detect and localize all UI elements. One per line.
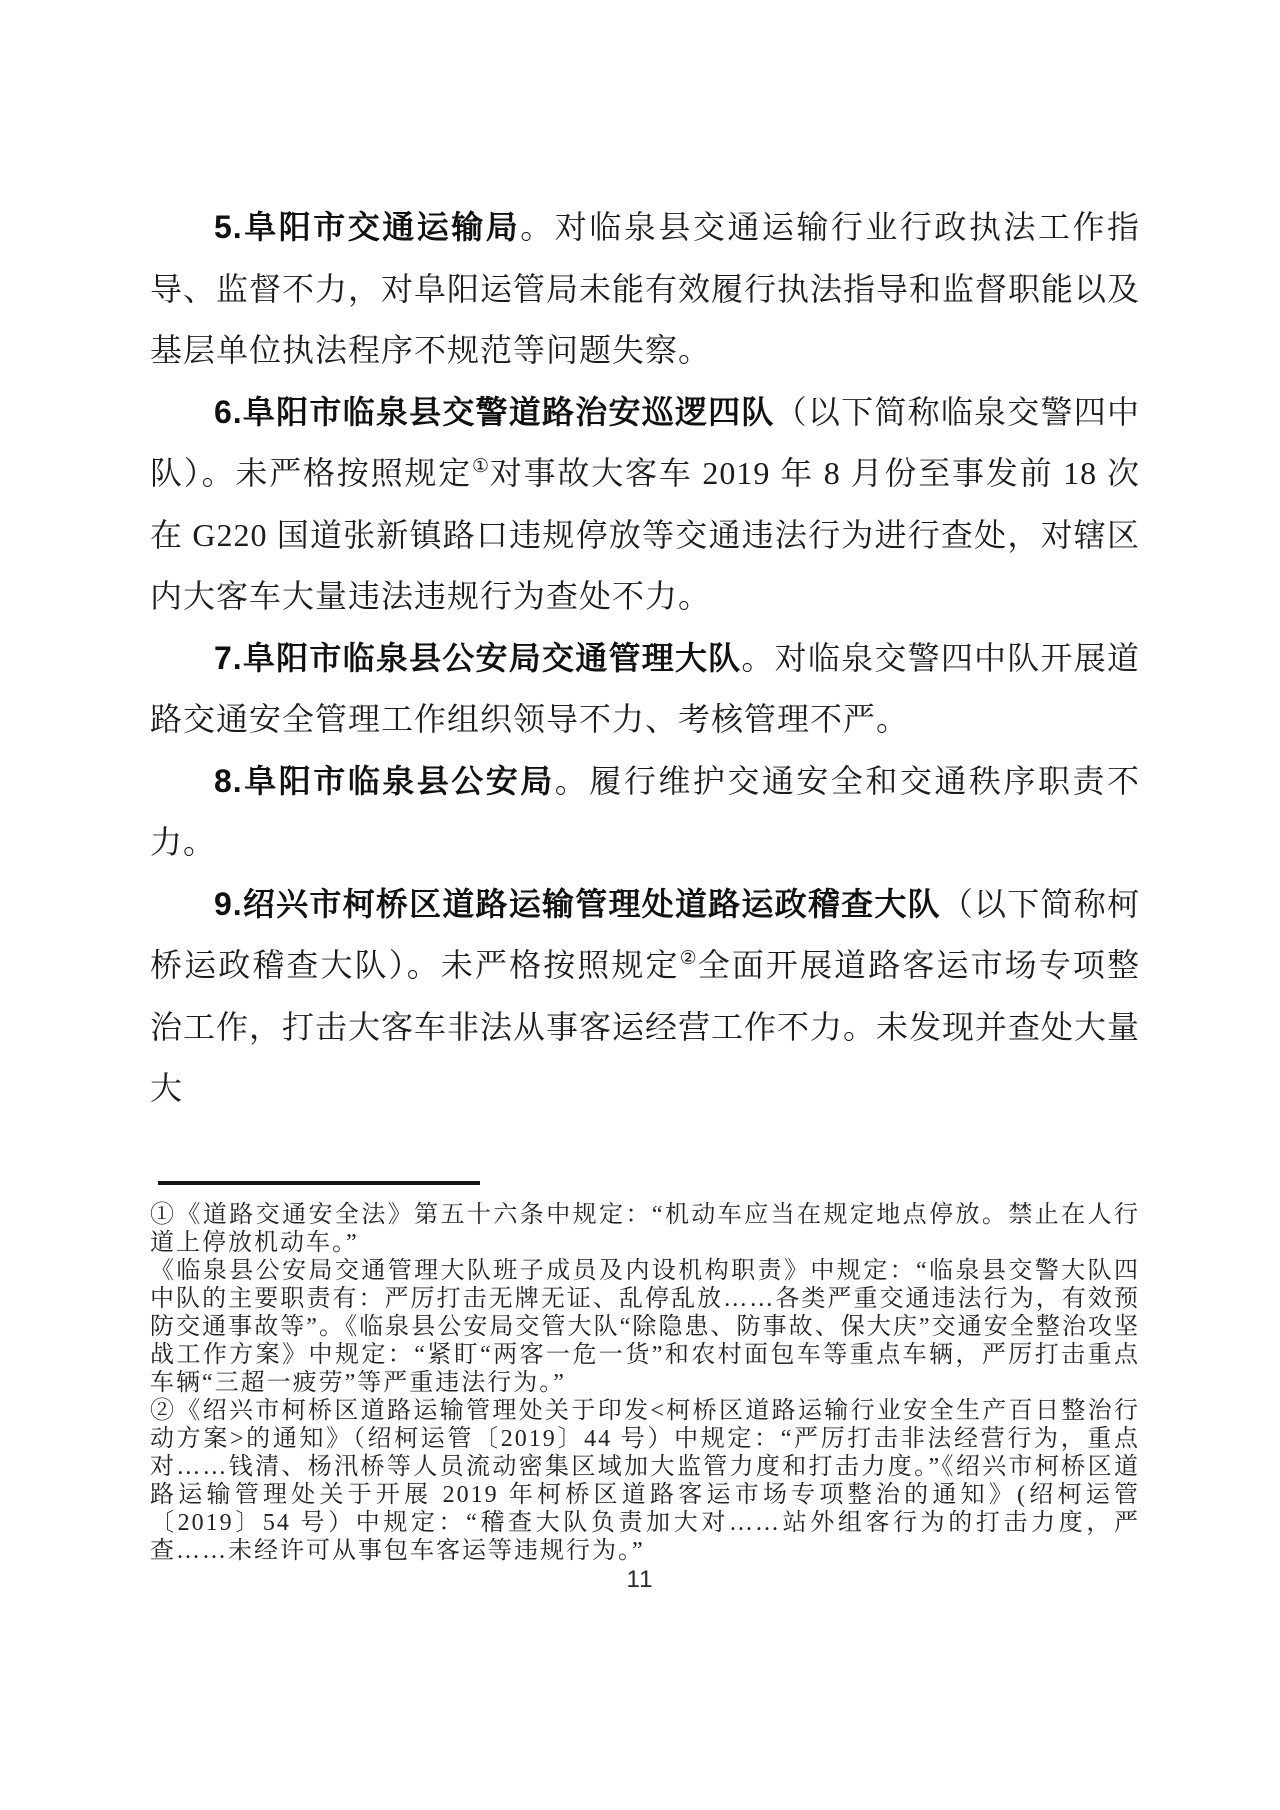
paragraph-8 — [150, 751, 1140, 874]
paragraph-5-body: 。对临泉县交通运输行业行政执法工作指导、监督不力，对阜阳运管局未能有效履行执法指导和监督职能以及基层单位执法程序不规范等问题失察。 — [150, 209, 1141, 368]
paragraph-6-body-post: 对事故大客车 2019 年 8 月份至事发前 18 次在 G220 国道张新镇路口违规停放等交通违法行为进行查处，对辖区内大客车大量违法违规行为查处不力。 — [150, 455, 1140, 614]
footnote-1-text-2: 《临泉县公安局交通管理大队班子成员及内设机构职责》中规定：“临泉县交警大队四中队的主要职责有：严厉打击无牌无证、乱停乱放……各类严重交通违法行为，有效预防交通事故等”。《临泉县公安局交管大队“除隐患、防事故、保大庆”交通安全整治攻坚战工作方案》中规定：“紧盯“两客一危一货”和农村面包车等重点车辆，严厉打击重点车辆“三超一疲劳”等严重违法行为。” — [150, 1258, 1140, 1396]
paragraph-8-body: 。履行维护交通安全和交通秩序职责不力。 — [150, 762, 1140, 860]
paragraph-9 — [150, 874, 1140, 1120]
footnotes-block — [150, 1181, 1140, 1565]
footnote-2-marker: ② — [150, 1398, 177, 1424]
paragraph-6-body-pre: （以下简称临泉交警四中队）。未严格按照规定 — [150, 393, 1140, 491]
paragraph-6-title: 6.阜阳市临泉县交警道路治安巡逻四队 — [214, 393, 775, 430]
footnote-1-paragraph-1 — [150, 1201, 1140, 1257]
paragraph-6 — [150, 382, 1140, 628]
paragraph-8-title: 8.阜阳市临泉县公安局 — [214, 762, 555, 799]
paragraph-7 — [150, 628, 1140, 751]
footnote-1-marker: ① — [150, 1202, 177, 1228]
footnote-1-text-1: 《道路交通安全法》第五十六条中规定：“机动车应当在规定地点停放。禁止在人行道上停放机动车。” — [150, 1202, 1141, 1256]
main-text-block — [150, 197, 1140, 1120]
footnote-1-paragraph-2 — [150, 1257, 1140, 1397]
paragraph-5-title: 5.阜阳市交通运输局 — [214, 209, 521, 245]
footnote-ref-1: ① — [471, 456, 490, 477]
paragraph-7-body: 。对临泉交警四中队开展道路交通安全管理工作组织领导不力、考核管理不严。 — [150, 639, 1140, 737]
footnote-2 — [150, 1397, 1140, 1565]
footnote-ref-2: ② — [679, 948, 698, 969]
footnote-separator-line — [158, 1181, 480, 1185]
paragraph-9-title: 9.绍兴市柯桥区道路运输管理处道路运政稽查大队 — [214, 885, 941, 922]
paragraph-9-body-pre: （以下简称柯桥运政稽查大队）。未严格按照规定 — [150, 885, 1140, 983]
footnote-1 — [150, 1201, 1140, 1397]
paragraph-7-title: 7.阜阳市临泉县公安局交通管理大队 — [214, 639, 742, 676]
footnote-2-text-1: 《绍兴市柯桥区道路运输管理处关于印发<柯桥区道路运输行业安全生产百日整治行动方案>的通知》（绍柯运管〔2019〕44 号）中规定：“严厉打击非法经营行为，重点对……钱清、杨汛桥等人员流动密集区域加大监管力度和打击力度。”《绍兴市柯桥区道路运输管理处关于开展 2019 年柯桥区道路客运市场专项整治的通知》(绍柯运管〔2019〕54 号）中规定：“稽查大队负责加大对……站外组客行为的打击力度，严查……未经许可从事包车客运等违规行为。” — [150, 1398, 1140, 1564]
page-number: 11 — [626, 1566, 654, 1593]
footnote-2-paragraph-1 — [150, 1397, 1140, 1565]
paragraph-9-body-post: 全面开展道路客运市场专项整治工作，打击大客车非法从事客运经营工作不力。未发现并查处大量大 — [150, 947, 1141, 1106]
paragraph-5 — [150, 197, 1140, 382]
